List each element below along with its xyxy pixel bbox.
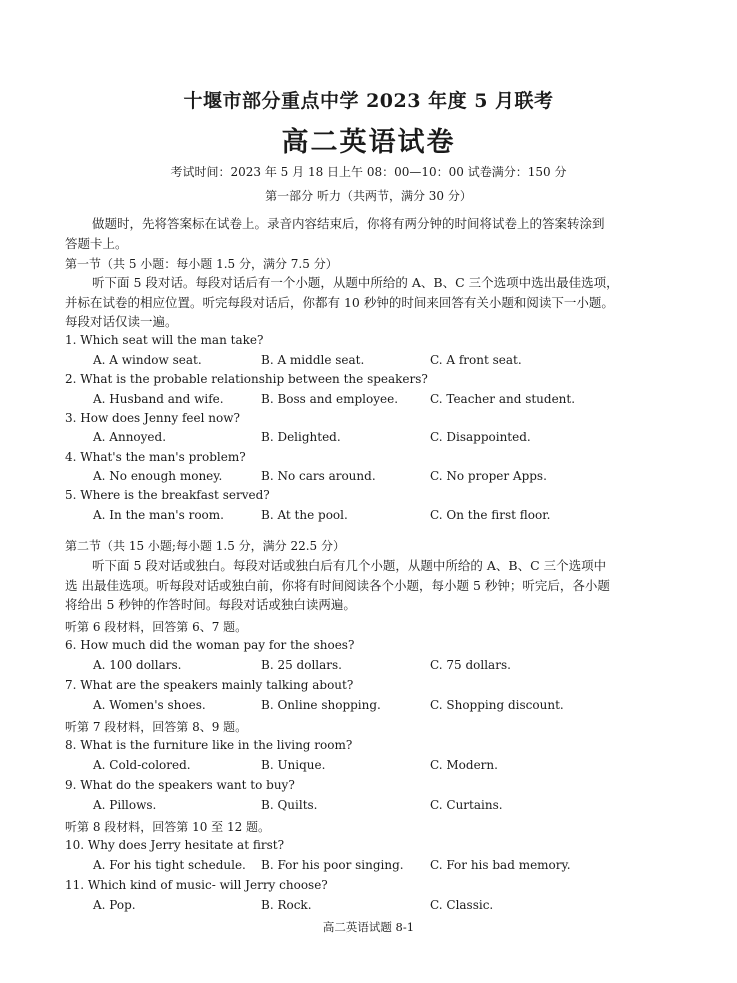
q11-option-b: B. Rock. [261, 898, 312, 912]
q2-option-b: B. Boss and employee. [261, 392, 399, 406]
q3-option-b: B. Delighted. [261, 430, 341, 444]
intro-line: 答题卡上。 [65, 235, 128, 251]
q4-option-c: C. No proper Apps. [430, 469, 547, 483]
exam-title: 十堰市部分重点中学 2023 年度 5 月联考 [183, 90, 554, 112]
instruction-line: 听下面 5 段对话或独白。每段对话或独白后有几个小题，从题中所给的 A、B、C 三个选项中 [92, 558, 607, 573]
q1-option-c: C. A front seat. [430, 353, 522, 367]
q5-option-a: A. In the man's room. [93, 508, 224, 522]
question-7: 7. What are the speakers mainly talking about? [65, 678, 354, 692]
q8-option-a: A. Cold-colored. [93, 758, 191, 772]
material-8-note: 听第 8 段材料，回答第 10 至 12 题。 [65, 820, 271, 834]
question-5: 5. Where is the breakfast served? [65, 488, 270, 502]
q6-option-b: B. 25 dollars. [261, 658, 342, 672]
section1-heading: 第一节（共 5 小题：每小题 1.5 分，满分 7.5 分） [65, 257, 338, 271]
instruction-line: 将给出 5 秒钟的作答时间。每段对话或独白读两遍。 [65, 597, 356, 612]
question-3: 3. How does Jenny feel now? [65, 411, 240, 425]
intro-line: 做题时，先将答案标在试卷上。录音内容结束后，你将有两分钟的时间将试卷上的答案转涂到 [92, 216, 605, 231]
question-10: 10. Why does Jerry hesitate at first? [65, 838, 284, 852]
material-7-note: 听第 7 段材料，回答第 8、9 题。 [65, 720, 248, 734]
q9-option-a: A. Pillows. [93, 798, 157, 812]
q10-option-b: B. For his poor singing. [261, 858, 404, 872]
q1-option-a: A. A window seat. [93, 353, 202, 367]
q9-option-c: C. Curtains. [430, 798, 503, 812]
q8-option-b: B. Unique. [261, 758, 326, 772]
section2-heading: 第二节（共 15 小题;每小题 1.5 分，满分 22.5 分） [65, 539, 346, 553]
part-title: 第一部分 听力（共两节，满分 30 分） [265, 189, 472, 203]
instruction-line: 每段对话仅读一遍。 [65, 314, 178, 329]
question-11: 11. Which kind of music- will Jerry choose? [65, 878, 328, 892]
q7-option-a: A. Women's shoes. [93, 698, 206, 712]
question-2: 2. What is the probable relationship between the speakers? [65, 372, 428, 386]
q4-option-a: A. No enough money. [93, 469, 223, 483]
q8-option-c: C. Modern. [430, 758, 498, 772]
q9-option-b: B. Quilts. [261, 798, 318, 812]
instruction-line: 选 出最佳选项。听每段对话或独白前，你将有时间阅读各个小题，每小题 5 秒钟；听完后，各小题 [65, 577, 610, 593]
q5-option-b: B. At the pool. [261, 508, 348, 522]
section2-instructions [65, 556, 677, 615]
question-1: 1. Which seat will the man take? [65, 333, 264, 347]
q10-option-c: C. For his bad memory. [430, 858, 571, 872]
q3-option-a: A. Annoyed. [93, 430, 167, 444]
q10-option-a: A. For his tight schedule. [93, 858, 246, 872]
exam-info: 考试时间：2023 年 5 月 18 日上午 08：00—10：00 试卷满分：150 分 [170, 165, 567, 179]
paper-title: 高二英语试卷 [281, 127, 456, 158]
q7-option-b: B. Online shopping. [261, 698, 381, 712]
q7-option-c: C. Shopping discount. [430, 698, 564, 712]
q3-option-c: C. Disappointed. [430, 430, 531, 444]
section1-instructions [65, 273, 677, 332]
q5-option-c: C. On the first floor. [430, 508, 551, 522]
instruction-line: 听下面 5 段对话。每段对话后有一个小题，从题中所给的 A、B、C 三个选项中选出最佳选项， [92, 275, 619, 290]
q11-option-c: C. Classic. [430, 898, 494, 912]
question-4: 4. What's the man's problem? [65, 450, 246, 464]
question-9: 9. What do the speakers want to buy? [65, 778, 295, 792]
intro-paragraph [65, 214, 677, 253]
instruction-line: 并标在试卷的相应位置。听完每段对话后，你都有 10 秒钟的时间来回答有关小题和阅读下一小题。 [65, 294, 614, 310]
q4-option-b: B. No cars around. [261, 469, 376, 483]
material-6-note: 听第 6 段材料，回答第 6、7 题。 [65, 620, 248, 634]
q11-option-a: A. Pop. [93, 898, 136, 912]
q6-option-c: C. 75 dollars. [430, 658, 511, 672]
q1-option-b: B. A middle seat. [261, 353, 365, 367]
q2-option-a: A. Husband and wife. [93, 392, 224, 406]
page-footer: 高二英语试题 8-1 [322, 920, 415, 934]
q2-option-c: C. Teacher and student. [430, 392, 576, 406]
question-8: 8. What is the furniture like in the living room? [65, 738, 353, 752]
q6-option-a: A. 100 dollars. [93, 658, 182, 672]
question-6: 6. How much did the woman pay for the shoes? [65, 638, 355, 652]
